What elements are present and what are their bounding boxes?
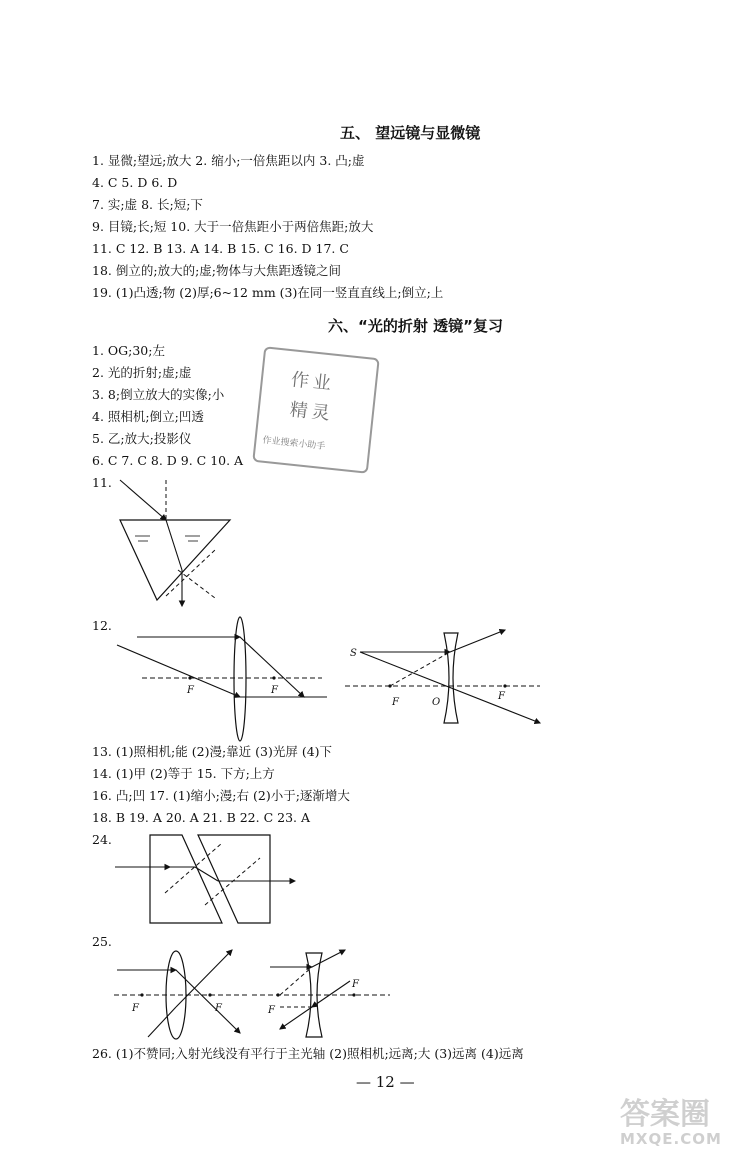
answer-line: 13. (1)照相机;能 (2)漫;靠近 (3)光屏 (4)下 [92,744,333,759]
answer-line: 26. (1)不赞同;入射光线没有平行于主光轴 (2)照相机;远离;大 (3)远离 (4)远离 [92,1046,524,1061]
answer-line: 18. 倒立的;放大的;虚;物体与大焦距透镜之间 [92,263,341,278]
answer-line: 18. B 19. A 20. A 21. B 22. C 23. A [92,810,310,825]
answer-line: 14. (1)甲 (2)等于 15. 下方;上方 [92,766,275,781]
site-watermark [620,1097,722,1148]
figure-q25-concave-lens [250,945,400,1045]
focus-label: F [132,1003,139,1014]
figure-q24-glass-blocks [110,833,310,928]
question-number: 11. [92,475,112,490]
question-number: 25. [92,934,112,949]
answer-line: 16. 凸;凹 17. (1)缩小;漫;右 (2)小于;逐渐增大 [92,788,350,803]
source-label: S [350,648,357,659]
watermark-text: MXQE.COM [620,1130,722,1148]
focus-label: F [268,1005,275,1016]
answer-line: 7. 实;虚 8. 长;短;下 [92,197,203,212]
figure-q12-convex-lens [112,615,332,745]
figure-q11-prism [100,478,270,613]
focus-label: F [352,979,359,990]
answer-line: 2. 光的折射;虚;虚 [92,365,192,380]
answer-line: 1. 显微;望远;放大 2. 缩小;一倍焦距以内 3. 凸;虚 [92,153,365,168]
homework-stamp [252,346,379,473]
answer-line: 11. C 12. B 13. A 14. B 15. C 16. D 17. C [92,241,349,256]
answer-line: 1. OG;30;左 [92,343,165,358]
answer-line: 4. C 5. D 6. D [92,175,178,190]
focus-label: F [187,685,194,696]
page-number: — 12 — [356,1073,415,1091]
section-title-telescope-microscope: 五、 望远镜与显微镜 [340,124,481,142]
answer-line: 6. C 7. C 8. D 9. C 10. A [92,453,244,468]
focus-label: F [271,685,278,696]
stamp-text: 作业搜索小助手 [261,435,326,453]
optical-center-label: O [432,697,441,708]
answer-line: 5. 乙;放大;投影仪 [92,431,192,446]
watermark-text: 答案圈 [620,1097,710,1132]
figure-q25-convex-lens [112,945,252,1045]
focus-label: F [498,691,505,702]
section-title-refraction-review: 六、“光的折射 透镜”复习 [328,317,503,335]
answer-line: 3. 8;倒立放大的实像;小 [92,387,225,402]
stamp-text: 精灵 [288,399,335,425]
stamp-text: 作业 [289,369,336,395]
answer-line: 9. 目镜;长;短 10. 大于一倍焦距小于两倍焦距;放大 [92,219,374,234]
focus-label: F [215,1003,222,1014]
question-number: 24. [92,832,112,847]
answer-line: 19. (1)凸透;物 (2)厚;6~12 mm (3)在同一竖直直线上;倒立;上 [92,285,444,300]
answer-line: 4. 照相机;倒立;凹透 [92,409,204,424]
question-number: 12. [92,618,112,633]
figure-q12-concave-lens [340,625,550,730]
focus-label: F [392,697,399,708]
